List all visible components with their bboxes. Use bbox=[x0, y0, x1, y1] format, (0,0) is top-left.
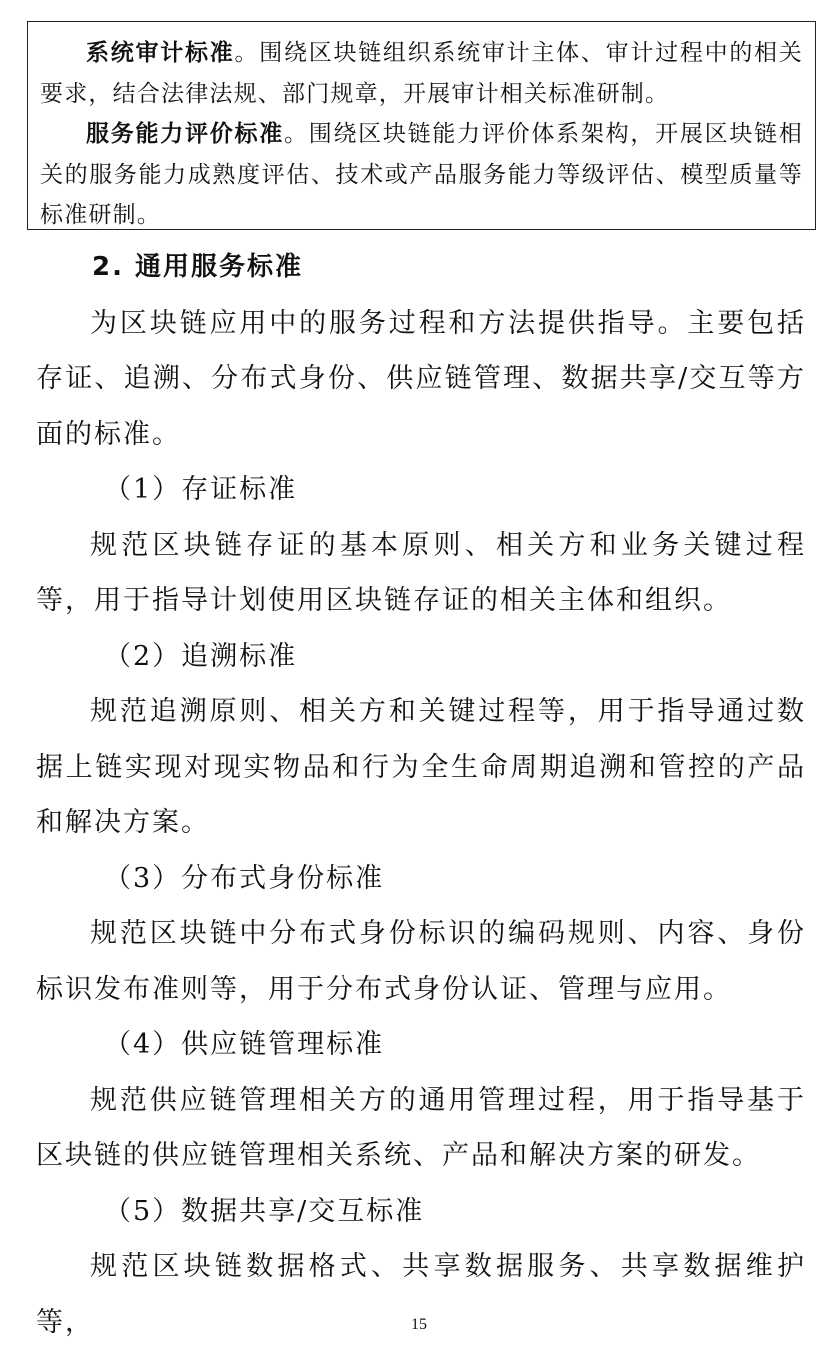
box-paragraph-text: 。围绕区块链能力评价体系架构，开展区块链相关的服务能力成熟度评估、技术或产品服务能力等级评估、模型质量等标准研制。 bbox=[40, 121, 804, 228]
item-description: 规范供应链管理相关方的通用管理过程，用于指导基于区块链的供应链管理相关系统、产品和解决方案的研发。 bbox=[36, 1084, 806, 1171]
item-title: （5）数据共享/交互标准 bbox=[104, 1195, 425, 1227]
page-number: 15 bbox=[411, 1316, 427, 1333]
item-description: 规范追溯原则、相关方和关键过程等，用于指导通过数据上链实现对现实物品和行为全生命周期追溯和管控的产品和解决方案。 bbox=[36, 696, 806, 838]
boxed-text-frame bbox=[27, 21, 816, 230]
item-title: （1）存证标准 bbox=[104, 474, 298, 505]
item-description: 规范区块链中分布式身份标识的编码规则、内容、身份标识发布准则等，用于分布式身份认证、管理与应用。 bbox=[36, 918, 806, 1005]
term-system-audit: 系统审计标准 bbox=[86, 40, 235, 66]
item-title: （2）追溯标准 bbox=[104, 640, 298, 672]
term-service-capability: 服务能力评价标准 bbox=[86, 121, 284, 147]
box-paragraph-service-capability bbox=[40, 114, 803, 236]
item-description: 规范区块链数据格式、共享数据服务、共享数据维护等， bbox=[36, 1251, 806, 1338]
section-heading: 2. 通用服务标准 bbox=[92, 252, 304, 282]
item-description: 规范区块链存证的基本原则、相关方和业务关键过程等，用于指导计划使用区块链存证的相关主体和组织。 bbox=[36, 529, 806, 616]
main-content bbox=[36, 240, 806, 1350]
box-paragraph-system-audit bbox=[40, 33, 803, 114]
box-paragraph-text: 。围绕区块链组织系统审计主体、审计过程中的相关要求，结合法律法规、部门规章，开展审计相关标准研制。 bbox=[40, 40, 804, 107]
section-intro: 为区块链应用中的服务过程和方法提供指导。主要包括存证、追溯、分布式身份、供应链管理、数据共享/交互等方面的标准。 bbox=[36, 307, 806, 450]
item-title: （3）分布式身份标准 bbox=[104, 862, 385, 894]
item-title: （4）供应链管理标准 bbox=[104, 1029, 385, 1060]
